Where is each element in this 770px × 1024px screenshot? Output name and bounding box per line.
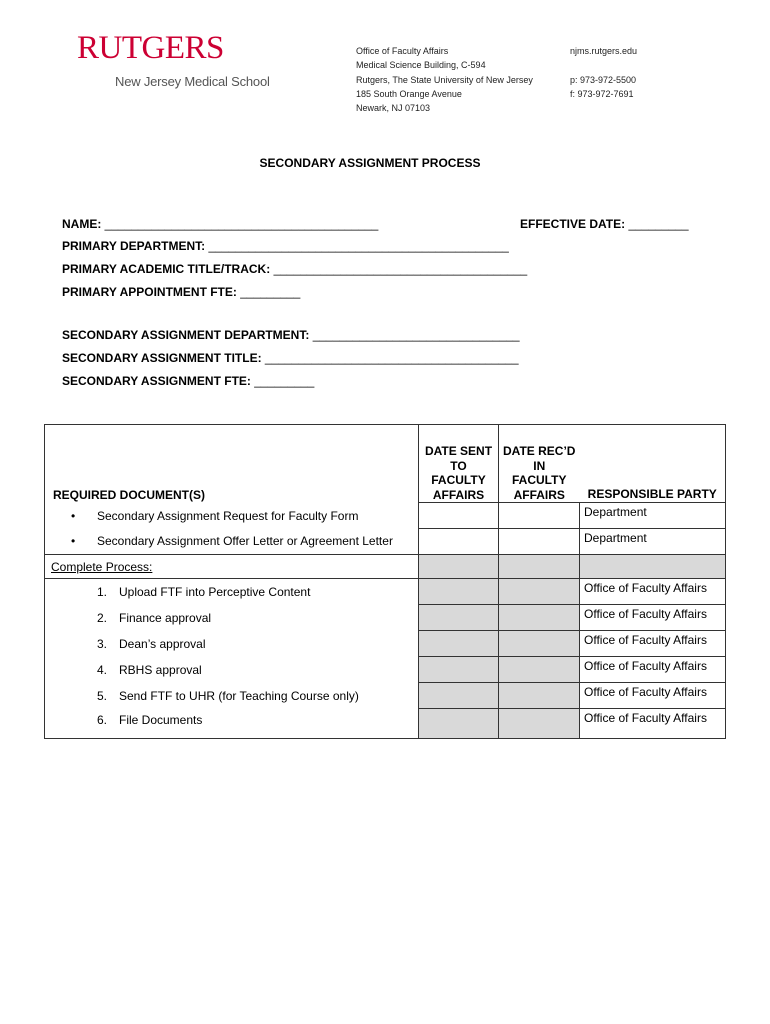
phone-number: p: 973-972-5500 bbox=[570, 74, 637, 85]
document-item bbox=[45, 529, 419, 555]
form-title: SECONDARY ASSIGNMENT PROCESS bbox=[259, 156, 481, 170]
date-sent-cell bbox=[419, 709, 499, 739]
primary-department-blank[interactable]: _____________________________________________ bbox=[208, 239, 509, 253]
date-sent-header-line: DATE SENT bbox=[424, 444, 493, 458]
primary-title-label: PRIMARY ACADEMIC TITLE/TRACK: bbox=[62, 262, 271, 276]
secondary-department-field[interactable] bbox=[62, 328, 520, 342]
date-sent-cell bbox=[419, 631, 499, 657]
office-address bbox=[356, 44, 533, 115]
process-step-row bbox=[45, 631, 726, 657]
bullet-icon: • bbox=[71, 508, 76, 523]
step-label: Finance approval bbox=[119, 610, 212, 625]
date-sent-cell bbox=[419, 657, 499, 683]
process-step-row bbox=[45, 579, 726, 605]
date-sent-cell bbox=[419, 605, 499, 631]
responsible-party-cell: Office of Faculty Affairs bbox=[580, 657, 726, 683]
step-number: 3. bbox=[97, 636, 108, 651]
date-recd-cell[interactable] bbox=[499, 529, 580, 555]
responsible-party-cell: Office of Faculty Affairs bbox=[580, 631, 726, 657]
date-recd-cell bbox=[499, 605, 580, 631]
process-step bbox=[45, 579, 419, 605]
address-line: 185 South Orange Avenue bbox=[356, 88, 462, 99]
process-step bbox=[45, 657, 419, 683]
date-sent-header-line: TO bbox=[450, 458, 467, 473]
process-step-row bbox=[45, 683, 726, 709]
fax-number: f: 973-972-7691 bbox=[570, 88, 634, 99]
website-link[interactable]: njms.rutgers.edu bbox=[570, 46, 638, 56]
secondary-fte-label: SECONDARY ASSIGNMENT FTE: bbox=[62, 374, 251, 388]
address-line: Newark, NJ 07103 bbox=[356, 103, 431, 114]
responsible-party-cell: Department bbox=[580, 503, 726, 529]
bullet-icon: • bbox=[71, 534, 76, 549]
step-number: 5. bbox=[97, 688, 108, 703]
date-sent-header-line: FACULTY bbox=[431, 473, 486, 487]
step-number: 1. bbox=[97, 584, 108, 599]
step-number: 2. bbox=[97, 610, 108, 625]
responsible-party-header: RESPONSIBLE PARTY bbox=[587, 487, 717, 501]
secondary-title-blank[interactable]: ______________________________________ bbox=[264, 351, 519, 365]
documents-header: REQUIRED DOCUMENT(S) bbox=[53, 487, 205, 502]
process-step bbox=[45, 631, 419, 657]
secondary-fte-field[interactable] bbox=[62, 374, 314, 388]
responsible-party-cell: Office of Faculty Affairs bbox=[580, 605, 726, 631]
date-recd-header-line: FACULTY bbox=[512, 473, 567, 487]
effective-date-blank[interactable]: _________ bbox=[628, 217, 689, 231]
date-sent-cell[interactable] bbox=[419, 529, 499, 555]
effective-date-field[interactable] bbox=[520, 217, 689, 231]
secondary-title-label: SECONDARY ASSIGNMENT TITLE: bbox=[62, 351, 262, 365]
secondary-title-field[interactable] bbox=[62, 351, 519, 365]
complete-process-row bbox=[45, 555, 726, 579]
document-label: Secondary Assignment Request for Faculty Form bbox=[97, 508, 359, 523]
date-recd-header-line: IN bbox=[533, 458, 546, 473]
date-recd-cell bbox=[499, 683, 580, 709]
secondary-fte-blank[interactable]: _________ bbox=[254, 374, 315, 388]
address-line: Office of Faculty Affairs bbox=[356, 46, 449, 56]
document-row bbox=[45, 503, 726, 529]
date-recd-cell bbox=[499, 709, 580, 739]
contact-info bbox=[570, 44, 637, 101]
date-sent-header bbox=[419, 425, 499, 503]
address-line: Medical Science Building, C-594 bbox=[356, 60, 486, 71]
responsible-party-cell: Office of Faculty Affairs bbox=[580, 579, 726, 605]
secondary-department-blank[interactable]: _______________________________ bbox=[312, 328, 520, 342]
step-number: 6. bbox=[97, 713, 108, 727]
date-sent-cell bbox=[419, 555, 499, 579]
primary-fte-field[interactable] bbox=[62, 285, 300, 299]
date-recd-header-line: AFFAIRS bbox=[513, 487, 565, 502]
required-documents-table bbox=[44, 424, 726, 739]
process-step-row bbox=[45, 709, 726, 739]
step-label: Send FTF to UHR (for Teaching Course only) bbox=[119, 688, 359, 703]
step-label: Upload FTF into Perceptive Content bbox=[119, 584, 311, 599]
date-sent-cell bbox=[419, 683, 499, 709]
process-step bbox=[45, 605, 419, 631]
primary-fte-blank[interactable]: _________ bbox=[240, 285, 301, 299]
name-label: NAME: bbox=[62, 217, 102, 231]
rutgers-logo: RUTGERS bbox=[77, 30, 224, 66]
date-recd-cell bbox=[499, 631, 580, 657]
logo-subtitle: New Jersey Medical School bbox=[115, 74, 270, 89]
primary-title-blank[interactable]: ______________________________________ bbox=[273, 262, 528, 276]
date-recd-header-line: DATE REC’D bbox=[503, 444, 576, 458]
date-sent-header-line: AFFAIRS bbox=[432, 487, 485, 502]
name-blank[interactable]: _________________________________________ bbox=[104, 217, 379, 231]
complete-process-label: Complete Process: bbox=[45, 555, 419, 579]
date-recd-cell bbox=[499, 579, 580, 605]
effective-date-label: EFFECTIVE DATE: bbox=[520, 217, 626, 231]
date-recd-cell bbox=[499, 657, 580, 683]
document-row bbox=[45, 529, 726, 555]
step-label: Dean’s approval bbox=[119, 636, 206, 651]
secondary-department-label: SECONDARY ASSIGNMENT DEPARTMENT: bbox=[62, 328, 310, 342]
date-recd-header bbox=[499, 425, 580, 503]
date-sent-cell[interactable] bbox=[419, 503, 499, 529]
step-label: RBHS approval bbox=[119, 662, 202, 677]
responsible-party-cell: Department bbox=[580, 529, 726, 555]
primary-title-field[interactable] bbox=[62, 262, 527, 276]
process-step bbox=[45, 683, 419, 709]
step-label: File Documents bbox=[119, 713, 203, 727]
date-recd-cell bbox=[499, 555, 580, 579]
document-item bbox=[45, 503, 419, 529]
primary-fte-label: PRIMARY APPOINTMENT FTE: bbox=[62, 285, 237, 299]
responsible-party-cell: Office of Faculty Affairs bbox=[580, 709, 726, 739]
primary-department-label: PRIMARY DEPARTMENT: bbox=[62, 239, 206, 253]
responsible-party-cell: Office of Faculty Affairs bbox=[580, 683, 726, 709]
process-step-row bbox=[45, 605, 726, 631]
primary-department-field[interactable] bbox=[62, 239, 509, 253]
date-recd-cell[interactable] bbox=[499, 503, 580, 529]
process-step-row bbox=[45, 657, 726, 683]
step-number: 4. bbox=[97, 662, 108, 677]
date-sent-cell bbox=[419, 579, 499, 605]
table-header-row bbox=[45, 425, 726, 503]
name-field[interactable] bbox=[62, 217, 378, 231]
responsible-party-cell bbox=[580, 555, 726, 579]
process-step bbox=[45, 709, 419, 739]
address-line: Rutgers, The State University of New Jersey bbox=[356, 74, 533, 85]
document-label: Secondary Assignment Offer Letter or Agreement Letter bbox=[97, 534, 393, 549]
